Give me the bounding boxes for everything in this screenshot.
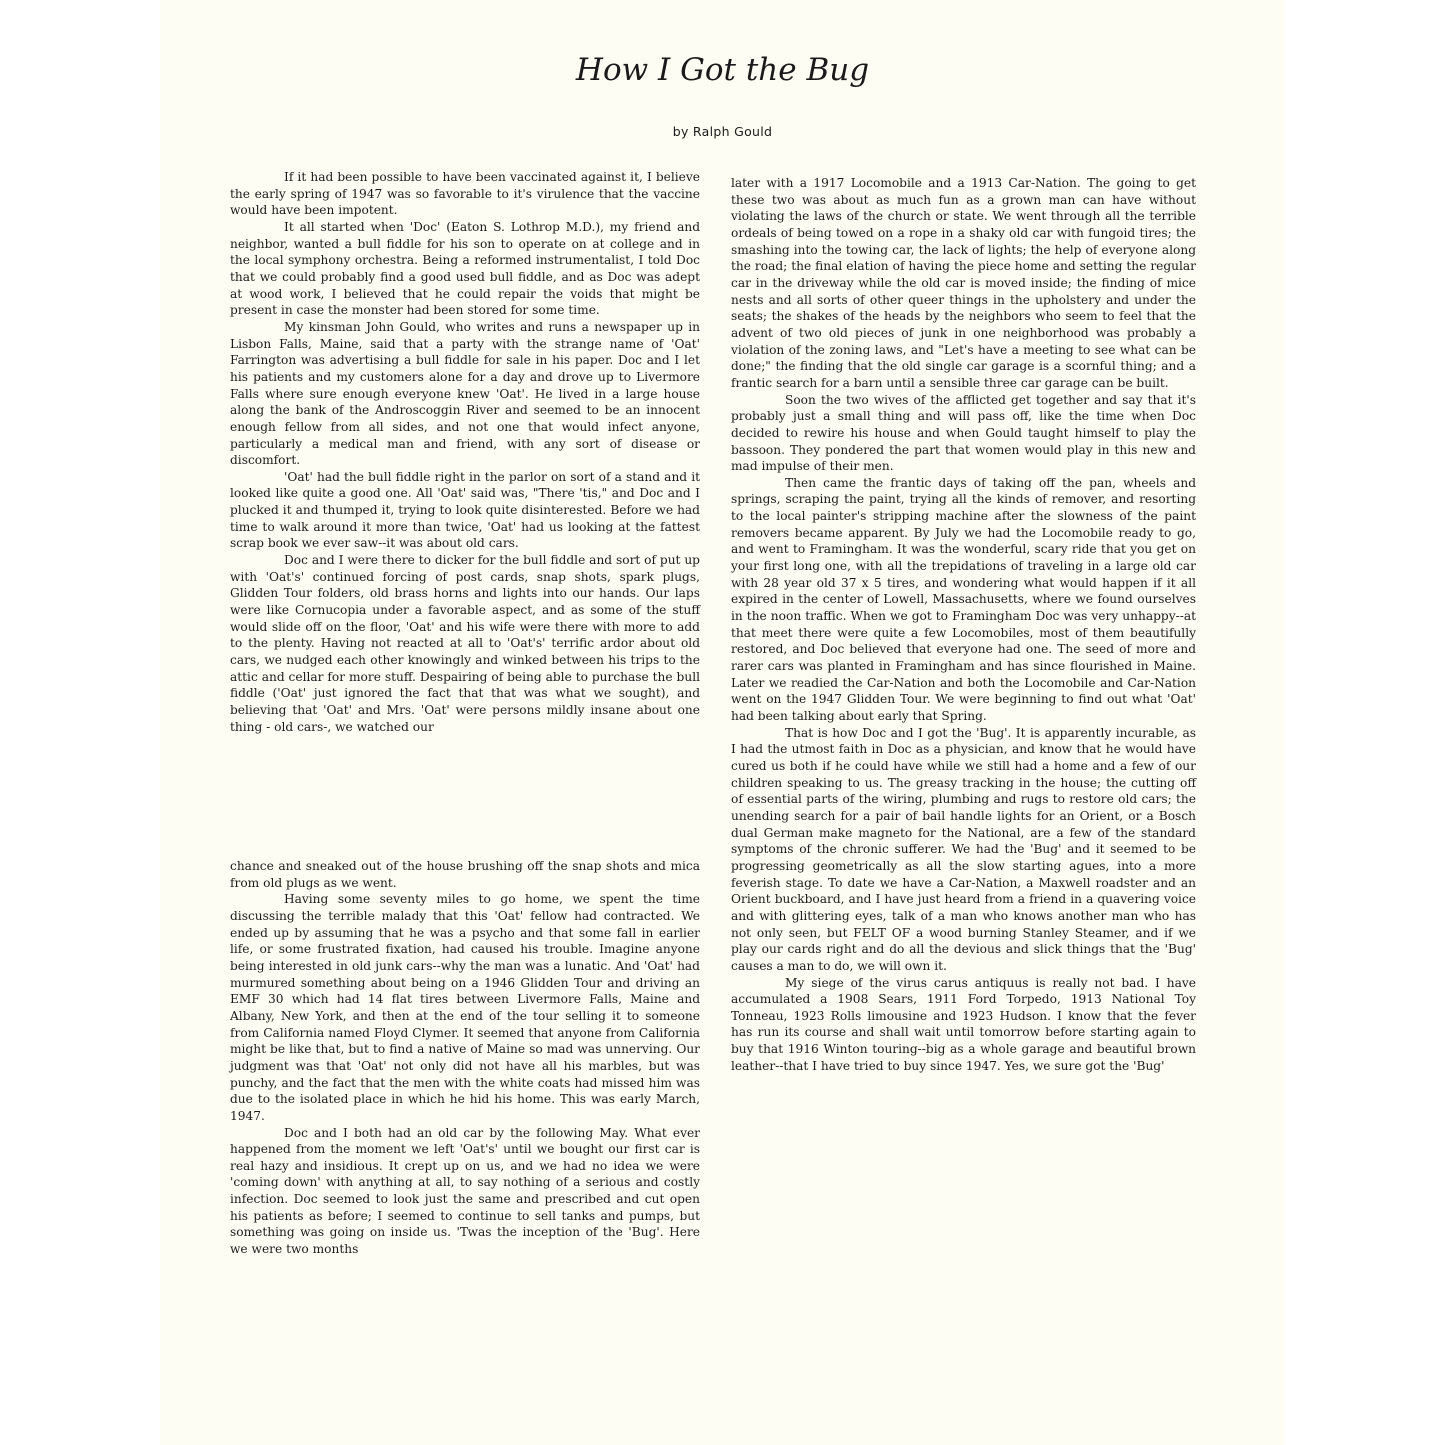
- paragraph: later with a 1917 Locomobile and a 1913 Car-Nation. The going to get these two was about as much fun as a grown man can have without violating the laws of the church or state. We went through all the terrible ordeals of being towed on a rope in a shaky old car with fungoid tires; the smashing into the towing car, the lack of lights; the help of everyone along the road; the final elation of having the piece home and setting the regular car in the driveway while the old car is moved inside; the finding of mice nests and all sorts of other queer things in the upholstery and under the seats; the shakes of the heads by the neighbors who seem to feel that the advent of two old pieces of junk in one neighborhood was probably a violation of the zoning laws, and "Let's have a meeting to see what can be done;" the finding that the old single car garage is a scornful thing; and a frantic search for a barn until a sensible three car garage can be built.: [731, 176, 1196, 390]
- paragraph: My kinsman John Gould, who writes and runs a newspaper up in Lisbon Falls, Maine, said that a party with the strange name of 'Oat' Farrington was advertising a bull fiddle for sale in his paper. Doc and I let his patients and my customers alone for a day and drove up to Livermore Falls where sure enough everyone knew 'Oat'. He lived in a large house along the bank of the Androscoggin River and seemed to be an innocent enough fellow from all sides, and not one that would infect anyone, particularly a medical man and friend, with any sort of disease or discomfort.: [230, 319, 700, 468]
- paragraph: That is how Doc and I got the 'Bug'. It is apparently incurable, as I had the utmost faith in Doc as a physician, and know that he would have cured us both if he could have while we still had a home and a few of our children speaking to us. The greasy tracking in the house; the cutting off of essential parts of the wiring, plumbing and rugs to restore old cars; the unending search for a pair of bail handle lights for an Orient, or a Bosch dual German make magneto for the National, are a few of the standard symptoms of the chronic sufferer. We had the 'Bug' and it seemed to be progressing geometrically as all the slow starting agues, into a more feverish stage. To date we have a Car-Nation, a Maxwell roadster and an Orient buckboard, and I have just heard from a friend in a quavering voice and with glittering eyes, talk of a man who knows another man who has not only seen, but FELT OF a wood burning Stanley Steamer, and if we play our cards right and do all the devious and slick things that the 'Bug' causes a man to do, we will own it.: [731, 725, 1196, 973]
- paragraph: Doc and I were there to dicker for the bull fiddle and sort of put up with 'Oat's' continued forcing of post cards, snap shots, spark plugs, Glidden Tour folders, old brass horns and lights into our hands. Our laps were like Cornucopia under a favorable aspect, and as some of the stuff would slide off on the floor, 'Oat' and his wife were there with more to add to the plenty. Having not reacted at all to 'Oat's' terrific ardor about old cars, we nudged each other knowingly and winked between his trips to the attic and cellar for more stuff. Despairing of being able to purchase the bull fiddle ('Oat' just ignored the fact that that was what we sought), and believing that 'Oat' and Mrs. 'Oat' were persons mildly insane about one thing - old cars-, we watched our: [230, 553, 700, 734]
- article-title: How I Got the Bug: [575, 52, 870, 88]
- article-byline: by Ralph Gould: [672, 124, 773, 139]
- paragraph: 'Oat' had the bull fiddle right in the parlor on sort of a stand and it looked like quite a good one. All 'Oat' said was, "There 'tis," and Doc and I plucked it and thumped it, trying to look quite disinterested. Before we had time to walk around it more than twice, 'Oat' had us looking at the fattest scrap book we ever saw--it was about old cars.: [230, 469, 700, 551]
- right-column: [731, 175, 1196, 1074]
- paragraph: Doc and I both had an old car by the following May. What ever happened from the moment we left 'Oat's' until we bought our first car is real hazy and insidious. It crept up on us, and we had no idea we were 'coming down' with anything at all, to say nothing of a serious and costly infection. Doc seemed to look just the same and prescribed and cut open his patients as before; I seemed to continue to sell tanks and pumps, but something was going on inside us. 'Twas the inception of the 'Bug'. Here we were two months: [230, 1125, 700, 1257]
- paragraph: Soon the two wives of the afflicted get together and say that it's probably just a small thing and will pass off, like the time when Doc decided to rewire his house and when Gould taught himself to play the bassoon. They pondered the part that women would play in this new and mad impulse of their men.: [731, 392, 1196, 474]
- left-column-top: [230, 169, 700, 735]
- paragraph: chance and sneaked out of the house brushing off the snap shots and mica from old plugs as we went.: [230, 859, 700, 890]
- paragraph: If it had been possible to have been vaccinated against it, I believe the early spring of 1947 was so favorable to it's virulence that the vaccine would have been impotent.: [230, 170, 700, 218]
- paragraph: Then came the frantic days of taking off the pan, wheels and springs, scraping the paint, trying all the kinds of remover, and resorting to the local painter's stripping machine after the slowness of the paint removers became apparent. By July we had the Locomobile ready to go, and went to Framingham. It was the wonderful, scary ride that you get on your first long one, with all the trepidations of traveling in a large old car with 28 year old 37 x 5 tires, and wondering what would happen if it all expired in the center of Lowell, Massachusetts, where we found ourselves in the noon traffic. When we got to Framingham Doc was very unhappy--at that meet there were quite a few Locomobiles, most of them beautifully restored, and Doc believed that everyone had one. The seed of more and rarer cars was planted in Framingham and has since flourished in Maine. Later we readied the Car-Nation and both the Locomobile and Car-Nation went on the 1947 Glidden Tour. We were beginning to find out what 'Oat' had been talking about early that Spring.: [731, 475, 1196, 723]
- paragraph: Having some seventy miles to go home, we spent the time discussing the terrible malady that this 'Oat' fellow had contracted. We ended up by assuming that he was a psycho and that some fall in earlier life, or some frustrated fixation, had caused his trouble. Imagine anyone being interested in old junk cars--why the man was a lunatic. And 'Oat' had murmured something about being on a 1946 Glidden Tour and driving an EMF 30 which had 14 flat tires between Livermore Falls, Maine and Albany, New York, and then at the end of the tour selling it to someone from California named Floyd Clymer. It seemed that anyone from California might be like that, but to find a native of Maine so mad was unnerving. Our judgment was that 'Oat' not only did not have all his marbles, but was punchy, and the fact that the men with the white coats had missed him was due to the isolated place in which he hid his home. This was early March, 1947.: [230, 892, 700, 1123]
- paragraph: It all started when 'Doc' (Eaton S. Lothrop M.D.), my friend and neighbor, wanted a bull fiddle for his son to operate on at college and in the local symphony orchestra. Being a reformed instrumentalist, I told Doc that we could probably find a good used bull fiddle, and as Doc was adept at wood work, I believed that he could repair the voids that might be present in case the monster had been stored for some time.: [230, 219, 700, 318]
- left-column-bottom: [230, 858, 700, 1258]
- paragraph: My siege of the virus carus antiquus is really not bad. I have accumulated a 1908 Sears, 1911 Ford Torpedo, 1913 National Toy Tonneau, 1923 Rolls limousine and 1923 Hudson. I know that the fever has run its course and shall wait until tomorrow before starting again to buy that 1916 Winton touring--big as a whole garage and beautiful brown leather--that I have tried to buy since 1947. Yes, we sure got the 'Bug': [731, 975, 1196, 1073]
